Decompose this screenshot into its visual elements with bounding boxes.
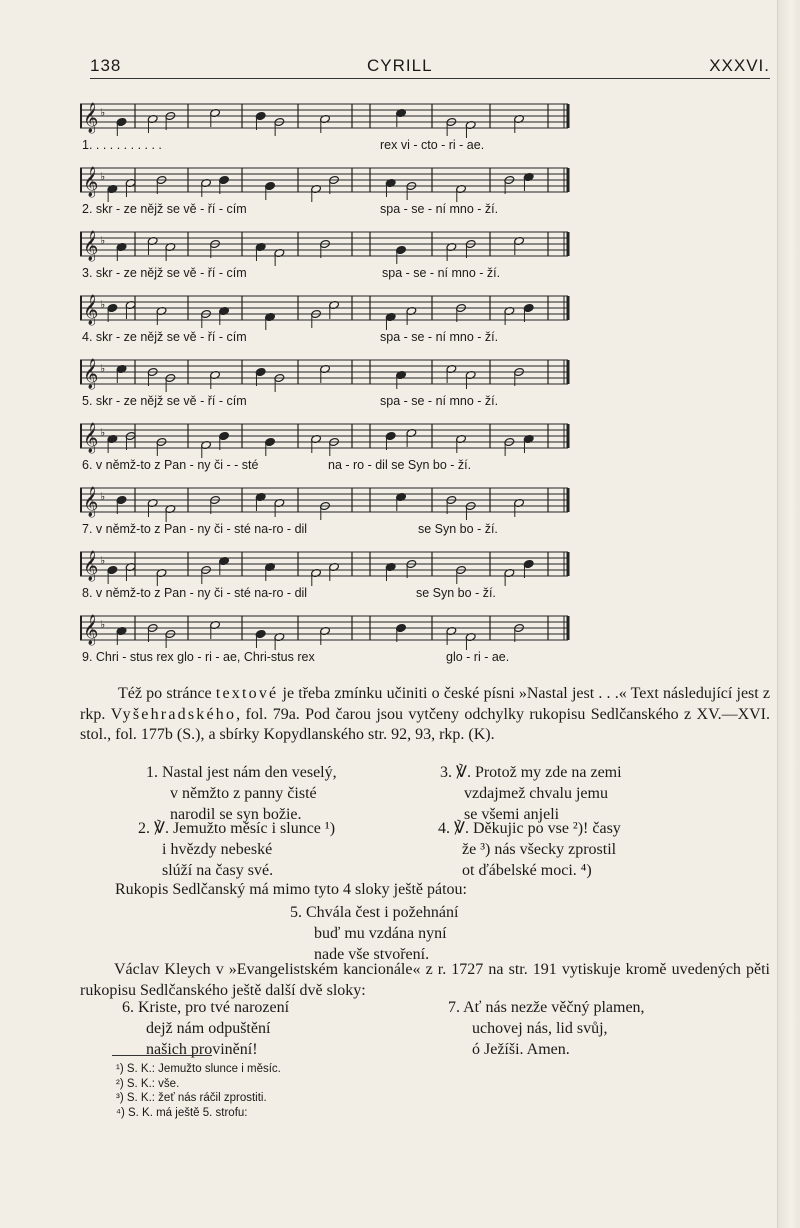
music-staff [80,476,570,522]
music-staff [80,92,570,138]
page-number: 138 [90,56,122,75]
lyric-b: se Syn bo - ží. [416,586,496,600]
intro-text-b: je třeba zmínku učiniti o české písni »Nastal jest . . .« Text následující jest z rkp. [80,685,771,723]
svg-text:♭: ♭ [100,234,106,247]
page-edge [777,0,800,1228]
stanza-line: buď mu vzdána nyní [314,925,447,942]
sedlcany-note: Rukopis Sedlčanský má mimo tyto 4 sloky ještě pátou: [115,881,467,898]
svg-text:𝄞: 𝄞 [83,487,99,517]
stanza-line: 5. Chvála čest i požehnání [290,904,459,921]
music-staff [80,156,570,202]
svg-text:𝄞: 𝄞 [83,231,99,261]
svg-text:𝄞: 𝄞 [83,359,99,389]
lyric-b: spa - se - ní mno - ží. [380,330,499,344]
footnote: ³) S. K.: žeť nás ráčil zprostiti. [116,1092,267,1104]
footnotes [116,1062,281,1120]
stanza-line: 2. ℣. Jemužto měsíc i slunce ¹) [138,820,336,837]
svg-text:𝄞: 𝄞 [83,423,99,453]
lyric-line [80,522,570,540]
intro-manuscript-name: Vyšehradského [110,705,237,723]
lyric-b: spa - se - ní mno - ží. [380,394,499,408]
stanza-3 [440,762,622,825]
music-staff [80,604,570,650]
lyric-line [80,202,570,220]
stanza-line: vzdajmež chvalu jemu [464,785,608,802]
stanza-7 [448,997,645,1060]
intro-spaced-word: textové [215,685,279,702]
stanza-line: dejž nám odpuštění [146,1020,271,1037]
stanza-line: ó Ježíši. Amen. [472,1041,570,1058]
footnote: ²) S. K.: vše. [116,1077,180,1090]
lyric-b: spa - se - ní mno - ží. [382,266,501,280]
svg-text:♭: ♭ [100,490,106,503]
svg-text:♭: ♭ [100,170,106,183]
stanza-line: ot ďábelské moci. ⁴) [462,862,592,879]
lyric-line [80,394,570,412]
svg-text:♭: ♭ [100,554,106,567]
stanza-line: nade vše stvoření. [314,946,430,963]
lyric-line [80,458,570,476]
stanza-line: i hvězdy nebeské [162,841,273,858]
music-staff [80,412,570,458]
lyric-b: se Syn bo - ží. [418,522,498,536]
svg-text:𝄞: 𝄞 [83,551,99,581]
svg-text:♭: ♭ [100,106,106,119]
footnote-rule [112,1055,212,1056]
music-staff [80,348,570,394]
music-staff [80,220,570,266]
lyric-b: rex vi - cto - ri - ae. [380,138,485,152]
kleych-note: Václav Kleych v »Evangelistském kancionále« z r. 1727 na str. 191 vytiskuje kromě uvedených pěti rukopisu Sedlčanského ještě další dvě sloky: [80,961,770,999]
stanza-5 [290,902,459,965]
stanza-line: v němžto z panny čisté [170,785,317,802]
footnote: ⁴) S. K. má ještě 5. strofu: [116,1106,248,1119]
stanza-line: 7. Ať nás nezže věčný plamen, [448,999,645,1016]
intro-text-a: Též po stránce [118,685,216,702]
lyric-line [80,586,570,604]
lyric-a: 1. . . . . . . . . . . [82,138,162,152]
svg-text:𝄞: 𝄞 [83,615,99,645]
svg-text:♭: ♭ [100,618,106,631]
svg-text:𝄞: 𝄞 [83,167,99,197]
stanza-line: slúží na časy své. [162,862,274,879]
svg-text:𝄞: 𝄞 [83,295,99,325]
lyric-a: 3. skr - ze nějž se vě - ří - cím [82,266,247,280]
footnote: ¹) S. K.: Jemužto slunce i měsíc. [116,1063,281,1075]
stanza-line: našich provinění! [146,1041,258,1058]
stanza-4 [438,818,621,881]
intro-text-c: , fol. 79a. Pod čarou jsou vytčeny odchylky rukopisu Sedlčanského z XV.—XVI. stol., fol. 177b (S.), a sbírky Kopydlanského str. 92, 93, rkp. (K). [80,705,771,743]
stanza-line: 1. Nastal jest nám den veselý, [146,764,337,781]
svg-text:♭: ♭ [100,362,106,375]
stanza-line: 3. ℣. Protož my zde na zemi [440,764,622,781]
lyric-a: 8. v němž-to z Pan - ny či - sté na-ro - dil [82,586,308,600]
volume-number: XXXVI. [709,56,770,75]
stanza-line: uchovej nás, lid svůj, [472,1020,608,1037]
stanza-line: že ³) nás všecky zprostil [462,841,617,858]
stanza-1 [146,762,337,825]
stanza-6 [122,997,290,1060]
svg-text:♭: ♭ [100,298,106,311]
lyric-line [80,138,570,156]
lyric-a: 4. skr - ze nějž se vě - ří - cím [82,330,247,344]
lyric-b: glo - ri - ae. [446,650,510,664]
lyric-a: 2. skr - ze nějž se vě - ří - cím [82,202,247,216]
stanza-line: 6. Kriste, pro tvé narození [122,999,290,1016]
running-title: CYRILL [367,56,433,75]
stanza-line: narodil se syn božie. [170,806,302,823]
lyric-a: 6. v němž-to z Pan - ny či - - sté [82,458,259,472]
lyric-b: spa - se - ní mno - ží. [380,202,499,216]
running-header [90,52,770,79]
stanza-2 [138,818,336,881]
svg-text:♭: ♭ [100,426,106,439]
stanza-line: 4. ℣. Děkujic po vse ²)! časy [438,820,621,837]
intro-paragraph [80,684,770,746]
lyric-b: na - ro - dil se Syn bo - ží. [328,458,472,472]
lyric-a: 9. Chri - stus rex glo - ri - ae, Chri-stus rex [82,650,315,664]
svg-text:𝄞: 𝄞 [83,103,99,133]
lyric-a: 7. v němž-to z Pan - ny či - sté na-ro - dil [82,522,308,536]
music-staff [80,284,570,330]
lyric-a: 5. skr - ze nějž se vě - ří - cím [82,394,247,408]
lyric-line [80,330,570,348]
lyric-line [80,266,570,284]
stanza-line: se všemi anjeli [464,806,560,823]
music-notation [80,92,570,672]
lyric-line [80,650,570,668]
music-staff [80,540,570,586]
